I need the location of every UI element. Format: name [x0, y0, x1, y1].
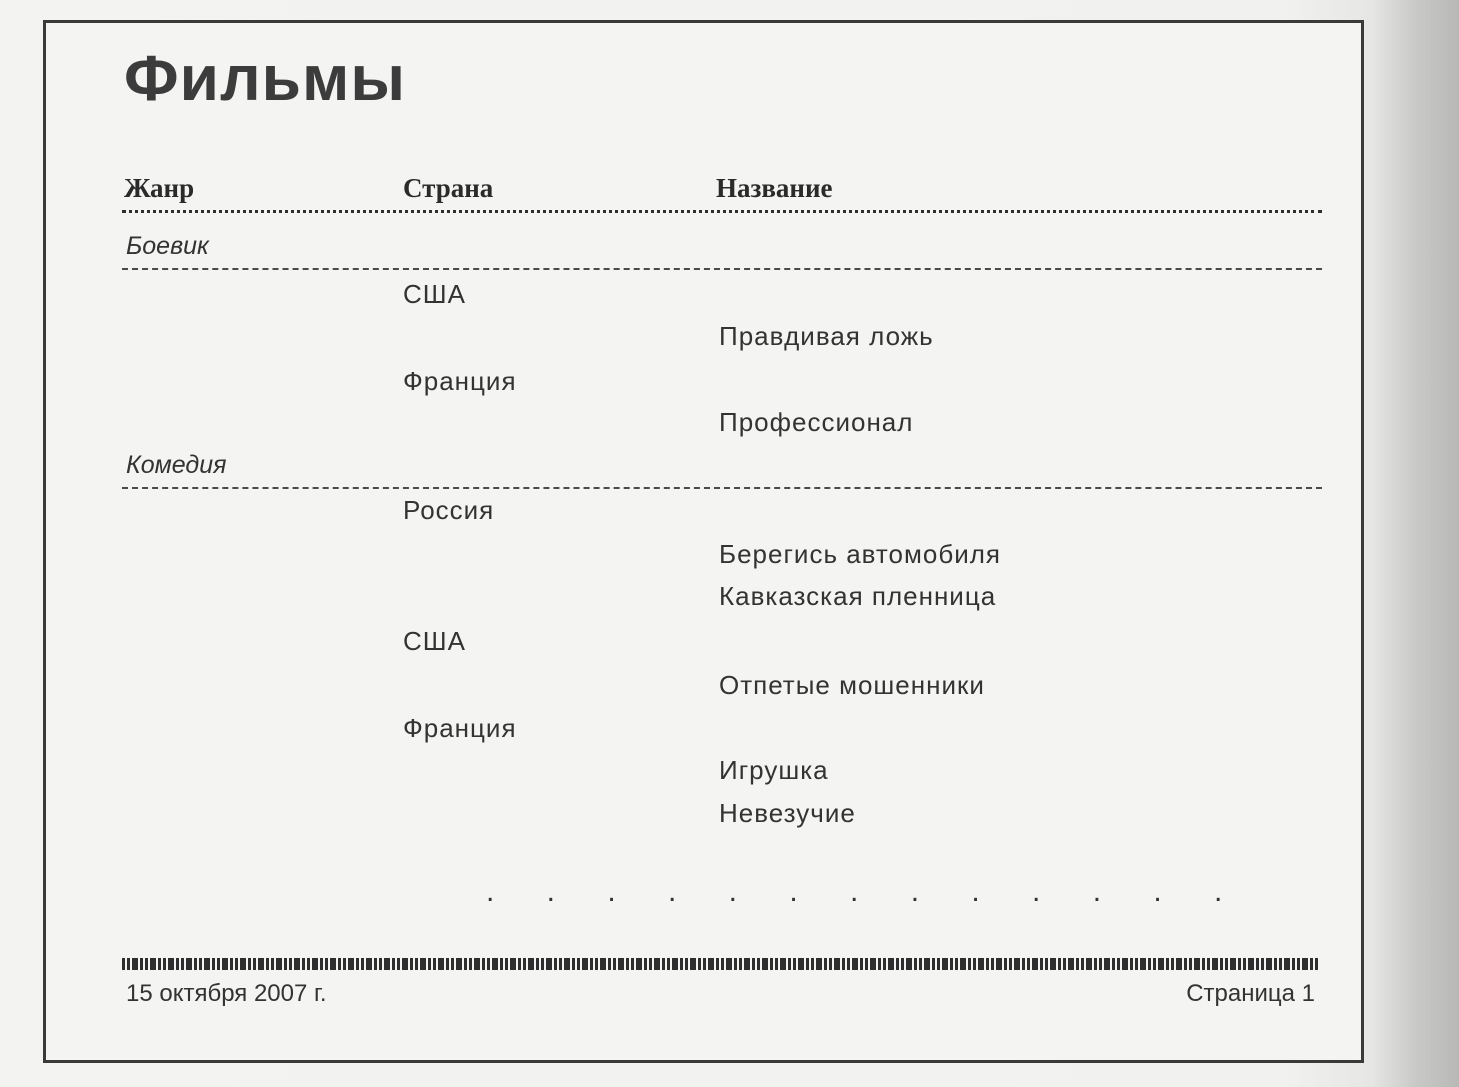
footer-divider	[122, 958, 1320, 970]
group-divider	[122, 268, 1322, 270]
genre-group-label: Комедия	[126, 451, 227, 479]
film-title: Профессионал	[719, 407, 914, 437]
column-header-title: Название	[716, 173, 833, 203]
footer-date: 15 октября 2007 г.	[126, 980, 327, 1007]
country-label: Россия	[403, 495, 495, 525]
column-header-genre: Жанр	[124, 173, 195, 203]
country-label: США	[403, 626, 466, 656]
group-divider	[122, 487, 1322, 489]
film-title: Отпетые мошенники	[719, 670, 985, 700]
header-divider	[122, 210, 1322, 213]
film-title: Правдивая ложь	[719, 321, 934, 351]
genre-group-label: Боевик	[126, 232, 209, 260]
footer-page-number: Страница 1	[1186, 980, 1315, 1007]
film-title: Берегись автомобиля	[719, 539, 1001, 569]
continuation-dots: . . . . . . . . . . . . .	[486, 875, 1245, 908]
report-frame	[43, 20, 1364, 1063]
report-title: Фильмы	[124, 42, 406, 114]
column-header-country: Страна	[403, 173, 494, 203]
country-label: Франция	[403, 366, 517, 396]
film-title: Невезучие	[719, 798, 856, 828]
film-title: Кавказская пленница	[719, 581, 997, 611]
film-title: Игрушка	[719, 755, 829, 785]
country-label: Франция	[403, 713, 517, 743]
country-label: США	[403, 279, 466, 309]
